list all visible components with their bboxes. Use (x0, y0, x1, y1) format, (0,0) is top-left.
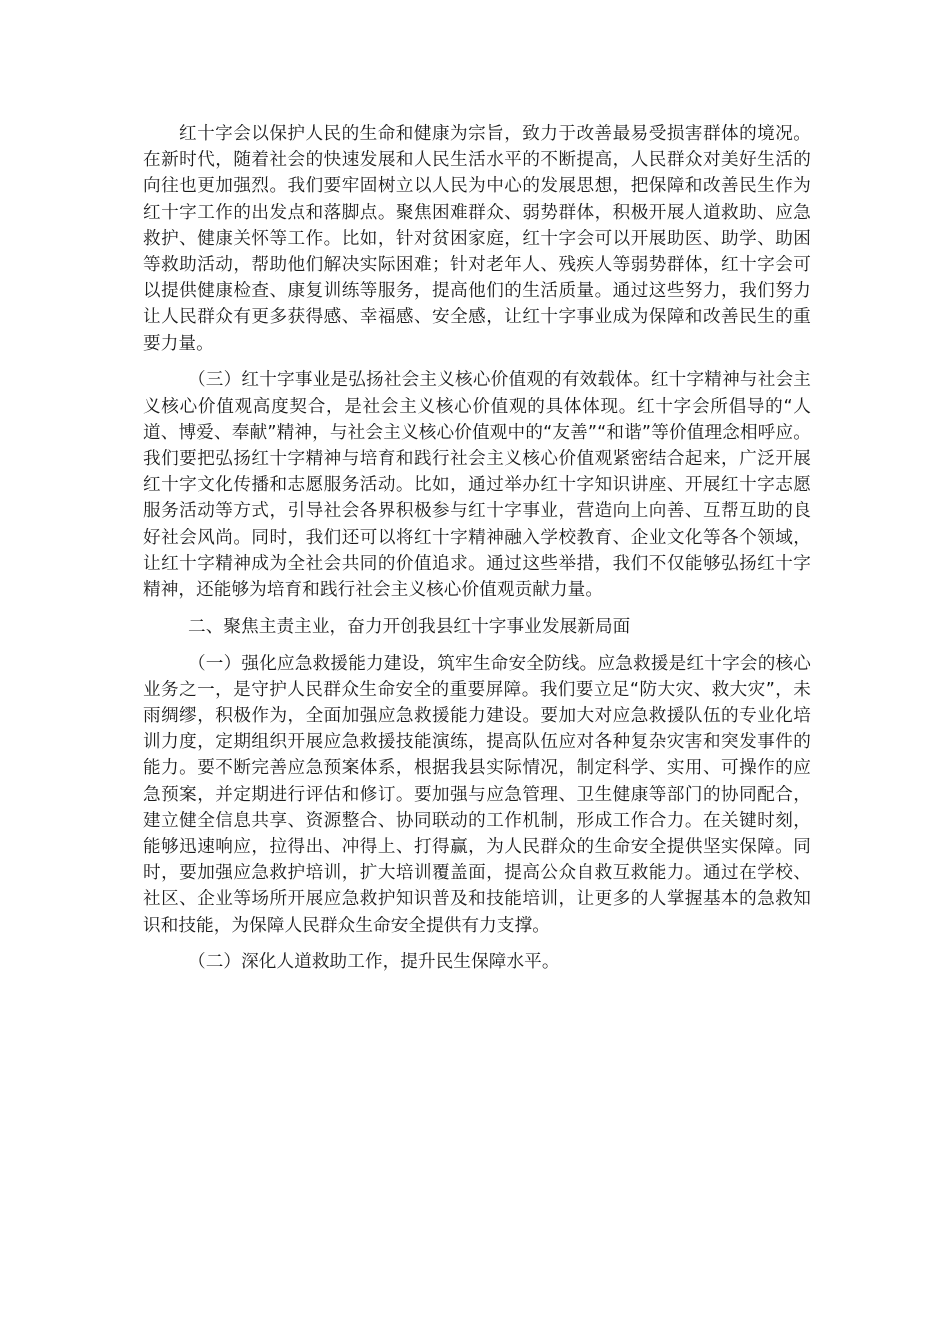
paragraph-text: 应急救援是红十字会的核心业务之一，是守护人民群众生命安全的重要屏障。我们要立足“防大灾、救大灾”，未雨绸缪，积极作为，全面加强应急救援能力建设。要加大对应急救援队伍的专业化培训力度，定期组织开展应急救援技能演练，提高队伍应对各种复杂灾害和突发事件的能力。要不断完善应急预案体系，根据我县实际情况，制定科学、实用、可操作的应急预案，并定期进行评估和修订。要加强与应急管理、卫生健康等部门的协同配合，建立健全信息共享、资源整合、协同联动的工作机制，形成工作合力。在关键时刻，能够迅速响应，拉得出、冲得上、打得赢，为人民群众的生命安全提供坚实保障。同时，要加强应急救护培训，扩大培训覆盖面，提高公众自救互救能力。通过在学校、社区、企业等场所开展应急救护知识普及和技能培训，让更多的人掌握基本的急救知识和技能，为保障人民群众生命安全提供有力支撑。 (143, 653, 811, 936)
paragraph-text: 红十字会以保护人民的生命和健康为宗旨，致力于改善最易受损害群体的境况。在新时代，随着社会的快速发展和人民生活水平的不断提高，人民群众对美好生活的向往也更加强烈。我们要牢固树立以人民为中心的发展思想，把保障和改善民生作为红十字工作的出发点和落脚点。聚焦困难群众、弱势群体，积极开展人道救助、应急救护、健康关怀等工作。比如，针对贫困家庭，红十字会可以开展助医、助学、助困等救助活动，帮助他们解决实际困难；针对老年人、残疾人等弱势群体，红十字会可以提供健康检查、康复训练等服务，提高他们的生活质量。通过这些努力，我们努力让人民群众有更多获得感、幸福感、安全感，让红十字事业成为保障和改善民生的重要力量。 (143, 124, 811, 354)
document-body (143, 121, 811, 986)
paragraph-lead: （二）深化人道救助工作，提升民生保障水平。 (188, 952, 560, 973)
heading-text: 二、聚焦主责主业，奋力开创我县红十字事业发展新局面 (188, 616, 631, 637)
paragraph-subsection-2 (143, 949, 811, 975)
paragraph-subsection-1 (143, 651, 811, 939)
paragraph-intro (143, 121, 811, 357)
section-heading-2 (143, 614, 811, 640)
paragraph-text: 红十字精神与社会主义核心价值观高度契合，是社会主义核心价值观的具体体现。红十字会所倡导的“人道、博爱、奉献”精神，与社会主义核心价值观中的“友善”“和谐”等价值理念相呼应。我们要把弘扬红十字精神与培育和践行社会主义核心价值观紧密结合起来，广泛开展红十字文化传播和志愿服务活动。比如，通过举办红十字知识讲座、开展红十字志愿服务活动等方式，引导社会各界积极参与红十字事业，营造向上向善、互帮互助的良好社会风尚。同时，我们还可以将红十字精神融入学校教育、企业文化等各个领域，让红十字精神成为全社会共同的价值追求。通过这些举措，我们不仅能够弘扬红十字精神，还能够为培育和践行社会主义核心价值观贡献力量。 (143, 370, 811, 601)
paragraph-lead: （一）强化应急救援能力建设，筑牢生命安全防线。 (188, 653, 598, 674)
paragraph-lead: （三）红十字事业是弘扬社会主义核心价值观的有效载体。 (188, 370, 651, 391)
paragraph-section-3 (143, 367, 811, 603)
